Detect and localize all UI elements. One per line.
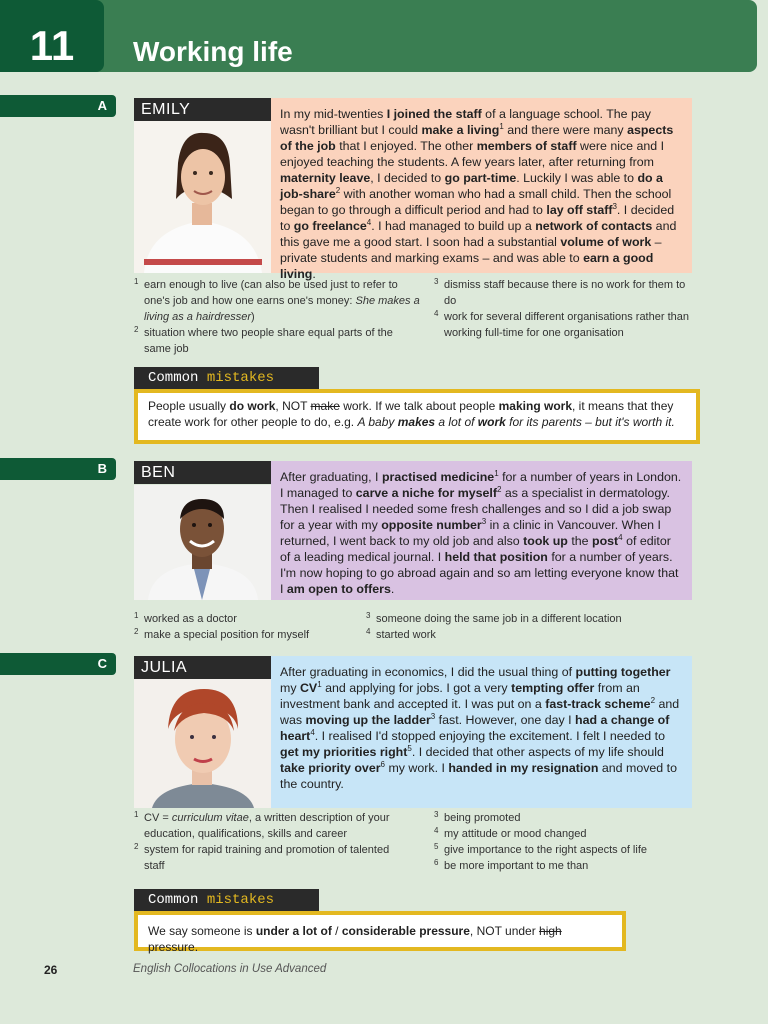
common-mistakes-header-1 xyxy=(134,367,319,389)
footnote-item: 4 work for several different organisations rather than working full-time for one organisation xyxy=(434,309,689,339)
common-mistakes-word1: Common xyxy=(148,370,199,386)
emily-portrait-icon xyxy=(134,121,271,273)
unit-title: Working life xyxy=(133,36,293,67)
common-mistakes-box-2: We say someone is under a lot of / considerable pressure, NOT under high pressure. xyxy=(134,911,626,951)
book-title: English Collocations in Use Advanced xyxy=(133,963,327,975)
emily-story-text: In my mid-twenties I joined the staff of a language school. The pay wasn't brilliant but I could make a living$^1$ and there were many aspects of the job that I enjoyed. The other members of staff were nice and I enjoyed teaching the students. A few years later, after returning from maternity leave, I decided to go part-time. Luckily I was able to do a job-share$^2$ with another woman who had a small child. Then the school began to go through a difficult period and had to lay off staff$^3$. I decided to go freelance$^4$. I had managed to build up a network of contacts and this gave me a good start. I soon had a substantial volume of work – private students and marking exams – and was able to earn a good living. xyxy=(271,98,692,273)
unit-number-box xyxy=(0,0,104,72)
julia-story-text: After graduating in economics, I did the usual thing of putting together my $CV^1$ and applying for jobs. I got a very tempting offer from an investment bank and accepted it. I was put on a fast-track scheme$^2$ and was moving up the ladder$^3$ fast. However, one day I had a change of heart$^4$. I realised I'd stopped enjoying the excitement. I felt I needed to get my priorities right$^5$. I decided that other aspects of my life should take priority over$^6$ my work. I handed in my resignation and moved to the country. xyxy=(271,656,692,808)
footnote-item: 1 earn enough to live (can also be used just to refer to one's job and how one earns one's money: She makes a living as a hairdresser) xyxy=(134,277,420,323)
unit-header xyxy=(0,0,757,72)
emily-footnotes-left xyxy=(134,277,422,357)
ben-story-text: After graduating, I practised medicine$^1$ for a number of years in London. I managed to carve a niche for myself$^2$ as a specialist in dermatology. Then I realised I needed some fresh challenges and so I did a job swap for a year with my opposite number$^3$ in a clinic in Vancouver. When I returned, I went back to my old job and also took up the post$^4$ of editor of a leading medical journal. I held that position for a number of years. I'm now hoping to go abroad again and so am letting everyone know that I am open to offers. xyxy=(271,461,692,600)
julia-photo xyxy=(134,679,271,808)
footnote-item: 2 make a special position for myself xyxy=(134,627,310,641)
ben-photo xyxy=(134,485,271,600)
common-mistakes-word2: mistakes xyxy=(206,892,275,908)
footnote-item: 4 my attitude or mood changed xyxy=(434,826,587,840)
footnote-item: 4 started work xyxy=(366,627,436,641)
emily-footnotes-right xyxy=(434,277,692,341)
julia-footnotes-right xyxy=(434,810,692,874)
common-mistakes-word1: Common xyxy=(148,892,199,908)
common-mistakes-header-2 xyxy=(134,889,319,911)
ben-name-label: BEN xyxy=(134,461,271,484)
emily-photo xyxy=(134,121,271,273)
emily-name-label: EMILY xyxy=(134,98,271,121)
julia-footnotes-left xyxy=(134,810,392,874)
footnote-item: 3 dismiss staff because there is no work for them to do xyxy=(434,277,686,307)
ben-footnotes-left xyxy=(134,611,354,643)
ben-footnotes-right xyxy=(366,611,666,643)
unit-number: 11 xyxy=(29,22,75,69)
page-number: 26 xyxy=(44,963,58,977)
common-mistakes-box-1: People usually do work, NOT make work. If we talk about people making work, it means that they create work for other people to do, e.g. A baby makes a lot of work for its parents – but it's worth it. xyxy=(134,389,700,444)
common-mistakes-word2: mistakes xyxy=(206,370,275,386)
footnote-item: 2 situation where two people share equal parts of the same job xyxy=(134,325,393,355)
footnote-item: 5 give importance to the right aspects of life xyxy=(434,842,647,856)
section-tab-a: A xyxy=(0,95,116,117)
footnote-item: 3 being promoted xyxy=(434,810,521,824)
julia-portrait-icon xyxy=(134,679,271,808)
footnote-item: 1 worked as a doctor xyxy=(134,611,237,625)
section-tab-b: B xyxy=(0,458,116,480)
footnote-item: 6 be more important to me than xyxy=(434,858,589,872)
julia-name-label: JULIA xyxy=(134,656,271,679)
footnote-item: 2 system for rapid training and promotion of talented staff xyxy=(134,842,390,872)
footnote-item: 3 someone doing the same job in a different location xyxy=(366,611,622,625)
ben-portrait-icon xyxy=(134,485,271,600)
footnote-item: 1 CV = curriculum vitae, a written description of your education, qualifications, skills and career xyxy=(134,810,390,840)
section-tab-c: C xyxy=(0,653,116,675)
